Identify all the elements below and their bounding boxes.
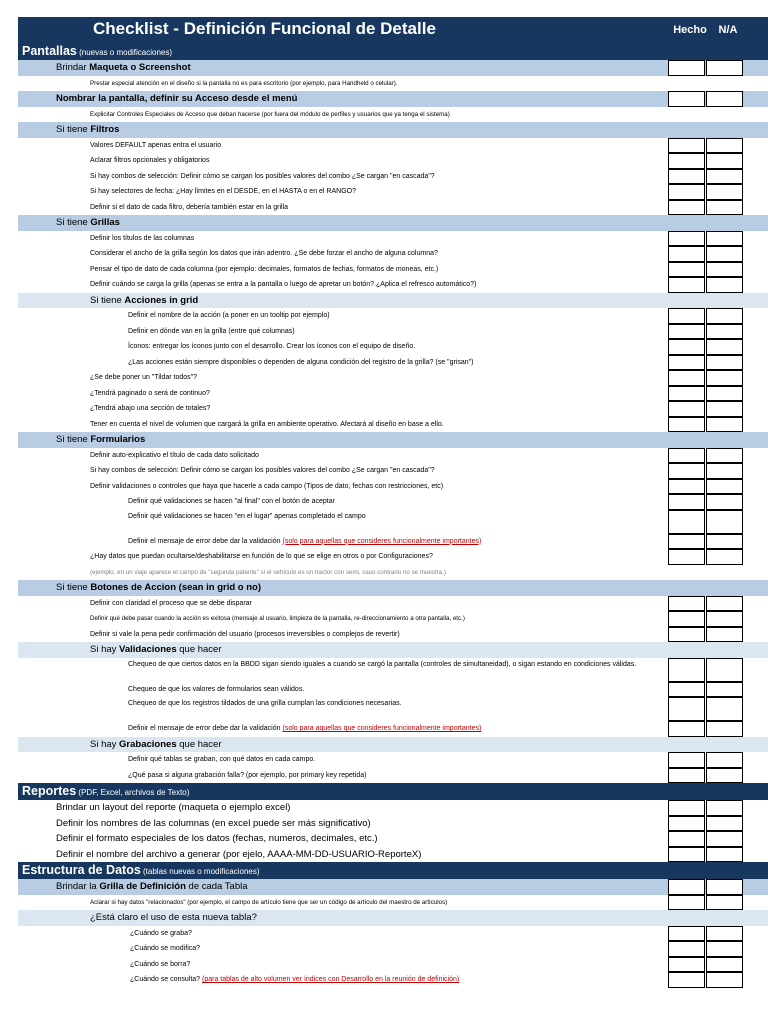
- item-label: Tener en cuenta el nivel de volumen que cargará la grilla en ambiente operativo. Afectará al diseño en base a ello.: [90, 420, 444, 428]
- done-checkbox[interactable]: [668, 658, 705, 682]
- group-header: [18, 60, 768, 76]
- item-label: Definir el nombre de la acción (a poner en un tooltip por ejemplo): [128, 312, 330, 319]
- checklist-item: [18, 153, 768, 169]
- done-checkbox[interactable]: [668, 816, 705, 832]
- na-checkbox[interactable]: [706, 972, 743, 988]
- checklist-item: [18, 339, 768, 355]
- done-checkbox[interactable]: [668, 169, 705, 185]
- item-label: Definir qué validaciones se hacen "al final" con el botón de aceptar: [128, 498, 335, 505]
- item-label: Chequeo de que ciertos datos en la BBDD sigan siendo iguales a cuando se cargó la pantalla (controles de simultaneidad), o sigan estando en condiciones válidas.: [128, 660, 637, 668]
- checklist-item: [18, 972, 768, 988]
- na-checkbox[interactable]: [706, 879, 743, 895]
- item-label: Chequeo de que los valores de formularios sean válidos.: [128, 685, 305, 693]
- section-title: Pantallas (nuevas o modificaciones): [22, 44, 173, 58]
- item-label: Prestar especial atención en el diseño si la pantalla no es para escritorio (por ejemplo, para Handheld o celular).: [90, 79, 398, 87]
- page-title: Checklist - Definición Funcional de Detalle: [93, 19, 436, 38]
- item-label: Valores DEFAULT apenas entra el usuario: [90, 141, 222, 149]
- na-checkbox[interactable]: [706, 138, 743, 154]
- checklist-item: [18, 479, 768, 495]
- done-checkbox[interactable]: [668, 370, 705, 386]
- item-label: Aclarar filtros opcionales y obligatorios: [90, 157, 210, 164]
- checklist-item: [18, 138, 768, 154]
- na-checkbox[interactable]: [706, 231, 743, 247]
- item-label: Si hay Validaciones que hacer: [90, 644, 222, 655]
- checklist-sheet: [18, 17, 768, 988]
- checklist-item: [18, 895, 768, 911]
- na-checkbox[interactable]: [706, 479, 743, 495]
- item-label: ¿Hay datos que puedan ocultarse/deshabilitarse en función de lo que se elige en otros o por Configuraciones?: [90, 553, 433, 560]
- done-checkbox[interactable]: [668, 941, 705, 957]
- na-checkbox[interactable]: [706, 721, 743, 737]
- checklist-item: [18, 231, 768, 247]
- done-checkbox[interactable]: [668, 479, 705, 495]
- na-checkbox[interactable]: [706, 200, 743, 216]
- na-checkbox[interactable]: [706, 153, 743, 169]
- checklist-item: [18, 611, 768, 627]
- na-checkbox[interactable]: [706, 494, 743, 510]
- checklist-item: [18, 658, 768, 682]
- item-label: ¿Cuándo se graba?: [130, 929, 192, 937]
- checklist-item: [18, 386, 768, 402]
- group-header: [18, 293, 768, 309]
- done-checkbox[interactable]: [668, 721, 705, 737]
- done-checkbox[interactable]: [668, 510, 705, 534]
- checklist-item: [18, 107, 768, 123]
- done-checkbox[interactable]: [668, 200, 705, 216]
- item-label: Si hay selectores de fecha: ¿Hay límites en el DESDE, en el HASTA o en el RANGO?: [90, 188, 356, 195]
- done-checkbox[interactable]: [668, 417, 705, 433]
- checklist-rows: [18, 43, 768, 988]
- na-checkbox[interactable]: [706, 627, 743, 643]
- item-label: (ejemplo, en un viaje aparece el campo de "segunda patente" si el vehículo es un tractor con semi, caso contrario no se muestra.): [90, 568, 446, 576]
- checklist-item: [18, 816, 768, 832]
- item-label: Aclarar si hay datos "relacionados" (por ejemplo, el campo de artículo tiene que ser un código de artículo del maestro de artículos): [90, 898, 448, 906]
- checklist-item: [18, 549, 768, 565]
- item-label: ¿Se debe poner un "Tildar todos"?: [90, 374, 198, 381]
- done-checkbox[interactable]: [668, 138, 705, 154]
- item-label: Definir validaciones o controles que haya que hacerle a cada campo (Tipos de dato, fechas con restricciones, etc): [90, 482, 444, 490]
- item-label: Pensar el tipo de dato de cada columna (por ejemplo: decimales, formatos de fechas, formatos de moneas, etc.): [90, 265, 439, 273]
- done-checkbox[interactable]: [668, 246, 705, 262]
- group-header: [18, 879, 768, 895]
- item-label: Si tiene Acciones in grid: [90, 294, 199, 306]
- checklist-item: [18, 534, 768, 550]
- na-checkbox[interactable]: [706, 510, 743, 534]
- na-checkbox[interactable]: [706, 697, 743, 721]
- na-checkbox[interactable]: [706, 246, 743, 262]
- item-label: Brindar un layout del reporte (maqueta o ejemplo excel): [56, 802, 291, 813]
- done-checkbox[interactable]: [668, 448, 705, 464]
- na-checkbox[interactable]: [706, 91, 743, 107]
- done-checkbox[interactable]: [668, 324, 705, 340]
- done-checkbox[interactable]: [668, 627, 705, 643]
- na-checkbox[interactable]: [706, 339, 743, 355]
- na-checkbox[interactable]: [706, 816, 743, 832]
- na-checkbox[interactable]: [706, 355, 743, 371]
- checklist-item: [18, 941, 768, 957]
- checklist-item: [18, 510, 768, 534]
- item-label: Si hay Grabaciones que hacer: [90, 738, 222, 750]
- na-checkbox[interactable]: [706, 401, 743, 417]
- done-checkbox[interactable]: [668, 231, 705, 247]
- item-label: Si hay combos de selección: Definir cómo se cargan los posibles valores del combo ¿Se cargan "en cascada"?: [90, 172, 435, 180]
- checklist-item: [18, 752, 768, 768]
- item-label: Definir el formato especiales de los datos (fechas, numeros, decimales, etc.): [56, 833, 378, 844]
- checklist-item: [18, 831, 768, 847]
- item-label: ¿Cuándo se borra?: [130, 960, 191, 968]
- checklist-header: [18, 17, 768, 43]
- group-header: [18, 91, 768, 107]
- na-checkbox[interactable]: [706, 60, 743, 76]
- checklist-item: [18, 246, 768, 262]
- na-checkbox[interactable]: [706, 262, 743, 278]
- item-label: Brindar la Grilla de Definición de cada Tabla: [56, 881, 248, 892]
- item-label: ¿Está claro el uso de esta nueva tabla?: [90, 912, 257, 923]
- checklist-item: [18, 494, 768, 510]
- checklist-item: [18, 200, 768, 216]
- checklist-item: [18, 697, 768, 721]
- checklist-item: [18, 401, 768, 417]
- item-label: Si tiene Grillas: [56, 217, 120, 228]
- done-checkbox[interactable]: [668, 972, 705, 988]
- item-label: Si tiene Filtros: [56, 124, 120, 135]
- done-checkbox[interactable]: [668, 91, 705, 107]
- group-header: [18, 737, 768, 753]
- done-checkbox[interactable]: [668, 682, 705, 698]
- col-header-na: N/A: [718, 24, 738, 36]
- done-checkbox[interactable]: [668, 277, 705, 293]
- done-checkbox[interactable]: [668, 153, 705, 169]
- done-checkbox[interactable]: [668, 386, 705, 402]
- item-label: Definir qué debe pasar cuando la acción es exitosa (mensaje al usuario, limpieza de la pantalla, re-direccionamiento a otra pantalla, etc.): [90, 615, 465, 622]
- item-label: Definir el mensaje de error debe dar la validación (solo para aquellas que consideres funcionalmente importantes): [128, 537, 482, 545]
- item-label: Íconos: entregar los íconos junto con el desarrollo. Crear los íconos con el equipo de diseño.: [128, 343, 416, 350]
- na-checkbox[interactable]: [706, 549, 743, 565]
- done-checkbox[interactable]: [668, 611, 705, 627]
- na-checkbox[interactable]: [706, 386, 743, 402]
- checklist-item: [18, 926, 768, 942]
- item-label: Definir qué validaciones se hacen "en el lugar" apenas completado el campo: [128, 512, 366, 520]
- item-label: Si tiene Formularios: [56, 434, 146, 445]
- done-checkbox[interactable]: [668, 697, 705, 721]
- na-checkbox[interactable]: [706, 448, 743, 464]
- item-label: Definir el nombre del archivo a generar (por ejelo, AAAA-MM-DD-USUARIO-ReporteX): [56, 848, 422, 860]
- group-header: [18, 122, 768, 138]
- done-checkbox[interactable]: [668, 494, 705, 510]
- done-checkbox[interactable]: [668, 831, 705, 847]
- item-label: Definir los títulos de las columnas: [90, 234, 195, 242]
- item-label: Explicitar Controles Especiales de Acceso que deban hacerse (por fuera del módulo de perfiles y usuarios que ya tenga el sistema): [90, 110, 450, 118]
- group-header: [18, 432, 768, 448]
- checklist-item: [18, 355, 768, 371]
- done-checkbox[interactable]: [668, 534, 705, 550]
- checklist-item: [18, 957, 768, 973]
- na-checkbox[interactable]: [706, 370, 743, 386]
- done-checkbox[interactable]: [668, 60, 705, 76]
- na-checkbox[interactable]: [706, 682, 743, 698]
- item-label: Definir los nombres de las columnas (en excel puede ser más significativo): [56, 817, 371, 829]
- na-checkbox[interactable]: [706, 847, 743, 863]
- done-checkbox[interactable]: [668, 308, 705, 324]
- item-label: Definir en dónde van en la grilla (entre qué columnas): [128, 327, 295, 335]
- item-label: Definir auto-explicativo el título de cada dato solicitado: [90, 451, 259, 459]
- done-checkbox[interactable]: [668, 184, 705, 200]
- done-checkbox[interactable]: [668, 549, 705, 565]
- done-checkbox[interactable]: [668, 463, 705, 479]
- done-checkbox[interactable]: [668, 262, 705, 278]
- done-checkbox[interactable]: [668, 957, 705, 973]
- section-title: Estructura de Datos (tablas nuevas o modificaciones): [22, 863, 260, 877]
- checklist-item: [18, 169, 768, 185]
- checklist-item: [18, 721, 768, 737]
- na-checkbox[interactable]: [706, 768, 743, 784]
- item-label: Si hay combos de selección: Definir cómo se cargan los posibles valores del combo ¿Se cargan "en cascada"?: [90, 467, 435, 474]
- item-label: Definir si vale la pena pedir confirmación del usuario (procesos irreversibles o complejos de revertir): [90, 630, 400, 638]
- checklist-item: [18, 324, 768, 340]
- group-header: [18, 910, 768, 926]
- checklist-item: [18, 682, 768, 698]
- checklist-item: [18, 800, 768, 816]
- checklist-item: [18, 596, 768, 612]
- na-checkbox[interactable]: [706, 463, 743, 479]
- na-checkbox[interactable]: [706, 417, 743, 433]
- item-label: Si tiene Botones de Accion (sean in grid o no): [56, 582, 261, 593]
- item-label: Definir si el dato de cada filtro, debería también estar en la grilla: [90, 203, 289, 211]
- done-checkbox[interactable]: [668, 401, 705, 417]
- item-label: ¿Qué pasa si alguna grabación falla? (por ejemplo, por primary key repetida): [128, 771, 367, 779]
- checklist-item: [18, 768, 768, 784]
- col-header-done: Hecho: [673, 24, 707, 36]
- checklist-item: [18, 370, 768, 386]
- done-checkbox[interactable]: [668, 847, 705, 863]
- checklist-item: [18, 308, 768, 324]
- na-checkbox[interactable]: [706, 534, 743, 550]
- item-label: ¿Cuándo se modifica?: [130, 945, 201, 952]
- group-header: [18, 642, 768, 658]
- checklist-item: [18, 627, 768, 643]
- na-checkbox[interactable]: [706, 658, 743, 682]
- item-label: Definir cuándo se carga la grilla (apenas se entra a la pantalla o luego de apretar un botón? ¿Aplica el refresco automático?): [90, 281, 477, 288]
- na-checkbox[interactable]: [706, 941, 743, 957]
- done-checkbox[interactable]: [668, 895, 705, 911]
- na-checkbox[interactable]: [706, 957, 743, 973]
- checklist-item: [18, 417, 768, 433]
- done-checkbox[interactable]: [668, 926, 705, 942]
- section-header: [18, 783, 768, 800]
- na-checkbox[interactable]: [706, 169, 743, 185]
- na-checkbox[interactable]: [706, 184, 743, 200]
- na-checkbox[interactable]: [706, 277, 743, 293]
- checklist-item: [18, 184, 768, 200]
- checklist-item: [18, 565, 768, 581]
- na-checkbox[interactable]: [706, 752, 743, 768]
- checklist-item: [18, 847, 768, 863]
- na-checkbox[interactable]: [706, 831, 743, 847]
- checklist-item: [18, 277, 768, 293]
- item-label: Definir el mensaje de error debe dar la validación (solo para aquellas que consideres funcionalmente importantes): [128, 725, 482, 732]
- done-checkbox[interactable]: [668, 768, 705, 784]
- done-checkbox[interactable]: [668, 339, 705, 355]
- item-label: ¿Tendrá paginado o será de continuo?: [90, 389, 210, 397]
- na-checkbox[interactable]: [706, 895, 743, 911]
- checklist-item: [18, 448, 768, 464]
- item-label: ¿Las acciones están siempre disponibles o dependen de alguna condición del registro de la grilla? (se "grisan"): [128, 358, 474, 366]
- na-checkbox[interactable]: [706, 611, 743, 627]
- na-checkbox[interactable]: [706, 324, 743, 340]
- na-checkbox[interactable]: [706, 926, 743, 942]
- item-label: Considerar el ancho de la grilla según los datos que irán adentro. ¿Se debe forzar el ancho de alguna columna?: [90, 250, 438, 257]
- done-checkbox[interactable]: [668, 800, 705, 816]
- item-label: Chequeo de que los registros tildados de una grilla cumplan las condiciones necesarias.: [128, 700, 402, 707]
- na-checkbox[interactable]: [706, 308, 743, 324]
- group-header: [18, 215, 768, 231]
- na-checkbox[interactable]: [706, 596, 743, 612]
- item-label: Nombrar la pantalla, definir su Acceso desde el menú: [56, 93, 298, 104]
- section-header: [18, 862, 768, 879]
- na-checkbox[interactable]: [706, 800, 743, 816]
- checklist-item: [18, 463, 768, 479]
- done-checkbox[interactable]: [668, 596, 705, 612]
- section-title: Reportes (PDF, Excel, archivos de Texto): [22, 784, 190, 798]
- item-label: ¿Cuándo se consulta? (para tablas de alto volumen ver índices con Desarrollo en la reunión de definición): [130, 976, 460, 983]
- item-label: Definir qué tablas se graban, con qué datos en cada campo.: [128, 756, 316, 763]
- item-label: Brindar Maqueta o Screenshot: [56, 62, 191, 73]
- item-label: ¿Tendrá abajo una sección de totales?: [90, 405, 211, 412]
- done-checkbox[interactable]: [668, 752, 705, 768]
- checklist-item: [18, 76, 768, 92]
- section-header: [18, 43, 768, 60]
- item-label: Definir con claridad el proceso que se debe disparar: [90, 599, 252, 607]
- checklist-item: [18, 262, 768, 278]
- done-checkbox[interactable]: [668, 355, 705, 371]
- group-header: [18, 580, 768, 596]
- done-checkbox[interactable]: [668, 879, 705, 895]
